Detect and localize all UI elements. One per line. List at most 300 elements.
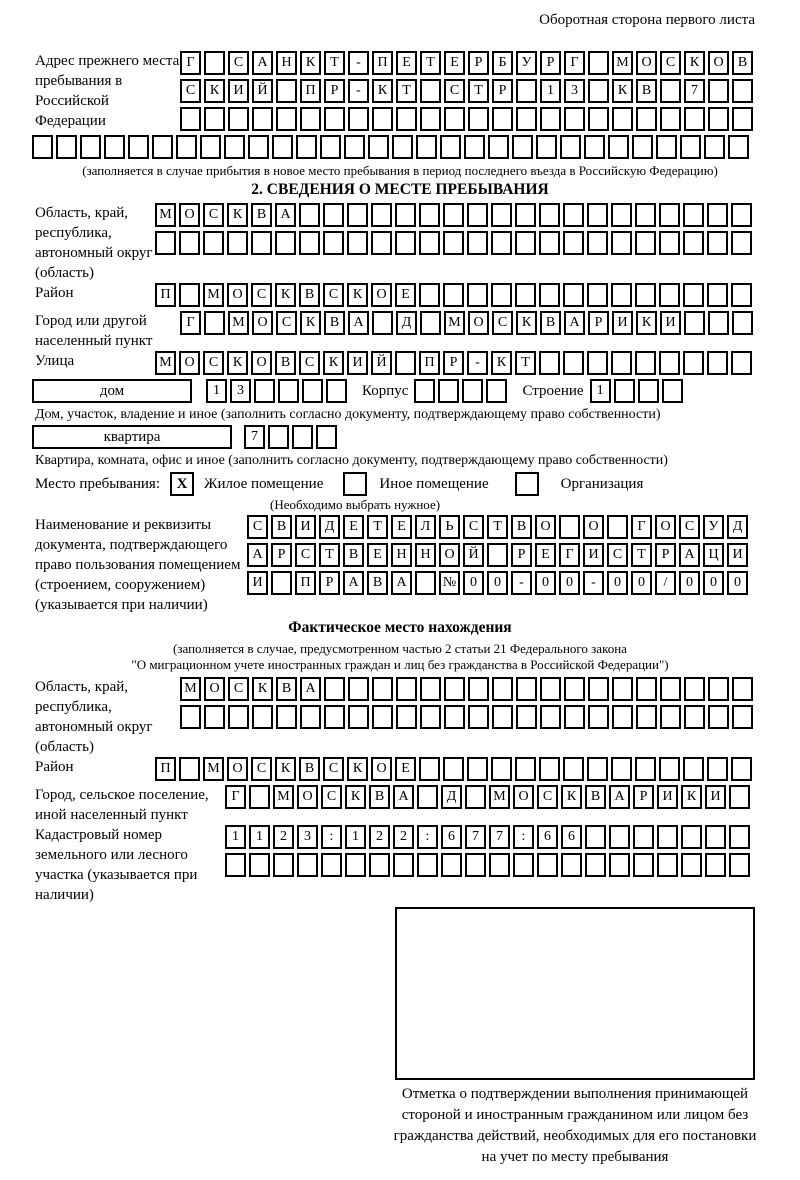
char-cell[interactable]: С — [228, 51, 249, 75]
char-cell[interactable]: А — [391, 571, 412, 595]
char-cell[interactable] — [708, 107, 729, 131]
char-cell[interactable] — [492, 705, 513, 729]
char-cell[interactable]: С — [203, 351, 224, 375]
char-cell[interactable] — [444, 107, 465, 131]
char-cell[interactable] — [729, 853, 750, 877]
char-cell[interactable]: К — [636, 311, 657, 335]
char-cell[interactable]: О — [583, 515, 604, 539]
char-cell[interactable]: У — [516, 51, 537, 75]
char-cell[interactable] — [203, 231, 224, 255]
char-cell[interactable] — [705, 853, 726, 877]
char-cell[interactable] — [635, 203, 656, 227]
char-cell[interactable] — [320, 135, 341, 159]
char-cell[interactable] — [348, 107, 369, 131]
char-cell[interactable]: М — [489, 785, 510, 809]
char-cell[interactable] — [371, 203, 392, 227]
char-cell[interactable] — [444, 677, 465, 701]
char-cell[interactable] — [419, 283, 440, 307]
char-cell[interactable]: К — [323, 351, 344, 375]
char-cell[interactable] — [731, 203, 752, 227]
char-cell[interactable] — [296, 135, 317, 159]
char-cell[interactable]: : — [321, 825, 342, 849]
char-cell[interactable] — [443, 283, 464, 307]
char-cell[interactable] — [56, 135, 77, 159]
char-cell[interactable] — [372, 311, 393, 335]
char-cell[interactable] — [684, 677, 705, 701]
char-cell[interactable]: - — [348, 51, 369, 75]
char-cell[interactable]: В — [540, 311, 561, 335]
char-cell[interactable] — [297, 853, 318, 877]
char-cell[interactable] — [659, 203, 680, 227]
char-cell[interactable] — [515, 203, 536, 227]
char-cell[interactable]: Е — [535, 543, 556, 567]
char-cell[interactable]: В — [732, 51, 753, 75]
char-cell[interactable]: О — [439, 543, 460, 567]
char-cell[interactable]: Р — [468, 51, 489, 75]
char-cell[interactable]: 1 — [345, 825, 366, 849]
char-cell[interactable]: К — [275, 283, 296, 307]
char-cell[interactable] — [438, 379, 459, 403]
char-cell[interactable] — [587, 757, 608, 781]
char-cell[interactable] — [300, 705, 321, 729]
char-cell[interactable]: В — [251, 203, 272, 227]
char-cell[interactable]: К — [300, 311, 321, 335]
char-cell[interactable] — [704, 135, 725, 159]
char-cell[interactable]: 6 — [561, 825, 582, 849]
char-cell[interactable]: Р — [540, 51, 561, 75]
char-cell[interactable]: А — [343, 571, 364, 595]
char-cell[interactable]: П — [372, 51, 393, 75]
char-cell[interactable]: - — [467, 351, 488, 375]
char-cell[interactable]: В — [276, 677, 297, 701]
char-cell[interactable]: К — [252, 677, 273, 701]
char-cell[interactable] — [585, 825, 606, 849]
char-cell[interactable]: 7 — [465, 825, 486, 849]
char-cell[interactable]: А — [300, 677, 321, 701]
char-cell[interactable] — [348, 705, 369, 729]
char-cell[interactable] — [324, 677, 345, 701]
char-cell[interactable]: / — [655, 571, 676, 595]
char-cell[interactable]: 2 — [393, 825, 414, 849]
char-cell[interactable]: 3 — [297, 825, 318, 849]
char-cell[interactable]: Н — [391, 543, 412, 567]
char-cell[interactable] — [587, 203, 608, 227]
char-cell[interactable] — [419, 231, 440, 255]
char-cell[interactable]: Т — [420, 51, 441, 75]
char-cell[interactable] — [368, 135, 389, 159]
char-cell[interactable]: К — [612, 79, 633, 103]
char-cell[interactable]: О — [179, 351, 200, 375]
char-cell[interactable]: Д — [319, 515, 340, 539]
char-cell[interactable]: 1 — [540, 79, 561, 103]
char-cell[interactable] — [347, 231, 368, 255]
char-cell[interactable] — [516, 79, 537, 103]
char-cell[interactable]: С — [295, 543, 316, 567]
char-cell[interactable] — [417, 785, 438, 809]
char-cell[interactable]: О — [227, 757, 248, 781]
char-cell[interactable] — [492, 677, 513, 701]
char-cell[interactable] — [683, 231, 704, 255]
char-cell[interactable]: 1 — [225, 825, 246, 849]
char-cell[interactable] — [564, 107, 585, 131]
char-cell[interactable] — [344, 135, 365, 159]
char-cell[interactable]: О — [655, 515, 676, 539]
char-cell[interactable] — [396, 677, 417, 701]
char-cell[interactable]: С — [323, 757, 344, 781]
char-cell[interactable] — [464, 135, 485, 159]
char-cell[interactable] — [660, 705, 681, 729]
char-cell[interactable]: В — [343, 543, 364, 567]
char-cell[interactable]: 0 — [535, 571, 556, 595]
char-cell[interactable] — [588, 107, 609, 131]
char-cell[interactable]: В — [299, 283, 320, 307]
char-cell[interactable]: 7 — [684, 79, 705, 103]
char-cell[interactable] — [32, 135, 53, 159]
char-cell[interactable] — [276, 79, 297, 103]
char-cell[interactable]: К — [275, 757, 296, 781]
char-cell[interactable]: М — [444, 311, 465, 335]
char-cell[interactable] — [659, 757, 680, 781]
char-cell[interactable]: 3 — [230, 379, 251, 403]
char-cell[interactable] — [465, 785, 486, 809]
char-cell[interactable] — [393, 853, 414, 877]
char-cell[interactable] — [372, 107, 393, 131]
char-cell[interactable] — [392, 135, 413, 159]
char-cell[interactable]: Т — [324, 51, 345, 75]
char-cell[interactable]: К — [204, 79, 225, 103]
char-cell[interactable]: Р — [588, 311, 609, 335]
char-cell[interactable] — [635, 757, 656, 781]
char-cell[interactable] — [420, 79, 441, 103]
char-cell[interactable]: К — [684, 51, 705, 75]
char-cell[interactable] — [416, 135, 437, 159]
char-cell[interactable] — [659, 351, 680, 375]
char-cell[interactable]: Т — [319, 543, 340, 567]
char-cell[interactable] — [324, 705, 345, 729]
char-cell[interactable]: 3 — [564, 79, 585, 103]
char-cell[interactable] — [660, 79, 681, 103]
char-cell[interactable]: 2 — [369, 825, 390, 849]
char-cell[interactable]: А — [393, 785, 414, 809]
char-cell[interactable]: О — [636, 51, 657, 75]
char-cell[interactable] — [683, 351, 704, 375]
char-cell[interactable]: В — [367, 571, 388, 595]
char-cell[interactable]: 1 — [249, 825, 270, 849]
char-cell[interactable] — [248, 135, 269, 159]
char-cell[interactable] — [396, 107, 417, 131]
char-cell[interactable] — [638, 379, 659, 403]
char-cell[interactable] — [491, 757, 512, 781]
char-cell[interactable]: И — [660, 311, 681, 335]
char-cell[interactable]: П — [295, 571, 316, 595]
char-cell[interactable] — [707, 283, 728, 307]
char-cell[interactable] — [540, 705, 561, 729]
char-cell[interactable] — [419, 757, 440, 781]
char-cell[interactable] — [563, 283, 584, 307]
char-cell[interactable] — [179, 283, 200, 307]
char-cell[interactable] — [636, 705, 657, 729]
char-cell[interactable] — [491, 203, 512, 227]
char-cell[interactable] — [612, 107, 633, 131]
char-cell[interactable]: С — [537, 785, 558, 809]
char-cell[interactable] — [728, 135, 749, 159]
char-cell[interactable] — [443, 757, 464, 781]
char-cell[interactable] — [707, 757, 728, 781]
char-cell[interactable] — [539, 757, 560, 781]
char-cell[interactable] — [324, 107, 345, 131]
char-cell[interactable]: И — [228, 79, 249, 103]
char-cell[interactable] — [486, 379, 507, 403]
char-cell[interactable] — [587, 231, 608, 255]
char-cell[interactable] — [489, 853, 510, 877]
char-cell[interactable] — [731, 351, 752, 375]
char-cell[interactable] — [612, 705, 633, 729]
char-cell[interactable] — [707, 351, 728, 375]
char-cell[interactable] — [420, 107, 441, 131]
char-cell[interactable]: О — [371, 283, 392, 307]
char-cell[interactable]: Ь — [439, 515, 460, 539]
char-cell[interactable]: С — [679, 515, 700, 539]
checkbox-residential[interactable]: X — [170, 472, 194, 496]
char-cell[interactable] — [536, 135, 557, 159]
char-cell[interactable]: С — [660, 51, 681, 75]
char-cell[interactable] — [371, 231, 392, 255]
char-cell[interactable] — [732, 705, 753, 729]
char-cell[interactable] — [225, 853, 246, 877]
char-cell[interactable]: Г — [631, 515, 652, 539]
char-cell[interactable]: Л — [415, 515, 436, 539]
char-cell[interactable] — [179, 231, 200, 255]
char-cell[interactable] — [515, 283, 536, 307]
char-cell[interactable] — [395, 203, 416, 227]
char-cell[interactable] — [708, 311, 729, 335]
char-cell[interactable] — [684, 705, 705, 729]
char-cell[interactable]: К — [300, 51, 321, 75]
char-cell[interactable]: К — [227, 203, 248, 227]
char-cell[interactable] — [659, 231, 680, 255]
char-cell[interactable]: Б — [492, 51, 513, 75]
char-cell[interactable]: 0 — [631, 571, 652, 595]
char-cell[interactable]: С — [247, 515, 268, 539]
char-cell[interactable] — [683, 283, 704, 307]
char-cell[interactable]: И — [612, 311, 633, 335]
char-cell[interactable] — [708, 705, 729, 729]
char-cell[interactable] — [465, 853, 486, 877]
char-cell[interactable]: М — [273, 785, 294, 809]
char-cell[interactable] — [609, 825, 630, 849]
char-cell[interactable] — [635, 231, 656, 255]
char-cell[interactable] — [268, 425, 289, 449]
char-cell[interactable] — [372, 705, 393, 729]
char-cell[interactable]: Н — [415, 543, 436, 567]
char-cell[interactable] — [681, 825, 702, 849]
char-cell[interactable] — [611, 351, 632, 375]
char-cell[interactable] — [708, 79, 729, 103]
char-cell[interactable]: К — [345, 785, 366, 809]
char-cell[interactable]: Г — [180, 51, 201, 75]
char-cell[interactable]: П — [419, 351, 440, 375]
char-cell[interactable]: Г — [225, 785, 246, 809]
char-cell[interactable] — [708, 677, 729, 701]
char-cell[interactable] — [611, 203, 632, 227]
char-cell[interactable] — [443, 231, 464, 255]
char-cell[interactable]: А — [247, 543, 268, 567]
char-cell[interactable]: Н — [276, 51, 297, 75]
char-cell[interactable] — [636, 677, 657, 701]
char-cell[interactable] — [515, 757, 536, 781]
char-cell[interactable]: Й — [371, 351, 392, 375]
char-cell[interactable] — [731, 757, 752, 781]
char-cell[interactable]: М — [203, 757, 224, 781]
char-cell[interactable] — [731, 283, 752, 307]
char-cell[interactable] — [467, 757, 488, 781]
char-cell[interactable] — [155, 231, 176, 255]
char-cell[interactable] — [732, 677, 753, 701]
char-cell[interactable] — [608, 135, 629, 159]
char-cell[interactable]: К — [561, 785, 582, 809]
char-cell[interactable]: С — [276, 311, 297, 335]
char-cell[interactable] — [299, 231, 320, 255]
char-cell[interactable] — [563, 351, 584, 375]
char-cell[interactable] — [732, 79, 753, 103]
char-cell[interactable]: С — [492, 311, 513, 335]
char-cell[interactable] — [249, 853, 270, 877]
char-cell[interactable] — [228, 705, 249, 729]
char-cell[interactable] — [516, 107, 537, 131]
char-cell[interactable] — [415, 571, 436, 595]
char-cell[interactable] — [80, 135, 101, 159]
char-cell[interactable] — [707, 231, 728, 255]
char-cell[interactable] — [251, 231, 272, 255]
char-cell[interactable] — [347, 203, 368, 227]
char-cell[interactable] — [420, 705, 441, 729]
char-cell[interactable] — [300, 107, 321, 131]
char-cell[interactable]: О — [297, 785, 318, 809]
char-cell[interactable] — [467, 231, 488, 255]
char-cell[interactable]: К — [227, 351, 248, 375]
char-cell[interactable] — [326, 379, 347, 403]
char-cell[interactable] — [276, 107, 297, 131]
char-cell[interactable]: 0 — [463, 571, 484, 595]
char-cell[interactable] — [636, 107, 657, 131]
char-cell[interactable] — [395, 351, 416, 375]
char-cell[interactable]: И — [347, 351, 368, 375]
char-cell[interactable] — [559, 515, 580, 539]
char-cell[interactable]: Е — [343, 515, 364, 539]
char-cell[interactable] — [271, 571, 292, 595]
char-cell[interactable] — [419, 203, 440, 227]
char-cell[interactable]: С — [607, 543, 628, 567]
char-cell[interactable]: - — [348, 79, 369, 103]
char-cell[interactable]: 0 — [559, 571, 580, 595]
char-cell[interactable] — [516, 705, 537, 729]
char-cell[interactable]: 6 — [441, 825, 462, 849]
char-cell[interactable]: С — [444, 79, 465, 103]
char-cell[interactable]: О — [252, 311, 273, 335]
char-cell[interactable] — [321, 853, 342, 877]
char-cell[interactable] — [657, 825, 678, 849]
char-cell[interactable]: К — [516, 311, 537, 335]
char-cell[interactable]: С — [228, 677, 249, 701]
char-cell[interactable] — [276, 705, 297, 729]
char-cell[interactable] — [323, 231, 344, 255]
char-cell[interactable] — [564, 677, 585, 701]
char-cell[interactable] — [537, 853, 558, 877]
char-cell[interactable]: О — [251, 351, 272, 375]
char-cell[interactable] — [540, 107, 561, 131]
char-cell[interactable] — [396, 705, 417, 729]
char-cell[interactable]: И — [705, 785, 726, 809]
char-cell[interactable]: С — [251, 757, 272, 781]
char-cell[interactable]: В — [369, 785, 390, 809]
char-cell[interactable]: С — [203, 203, 224, 227]
char-cell[interactable] — [204, 51, 225, 75]
char-cell[interactable] — [683, 203, 704, 227]
char-cell[interactable] — [200, 135, 221, 159]
char-cell[interactable] — [563, 757, 584, 781]
char-cell[interactable]: 2 — [273, 825, 294, 849]
char-cell[interactable] — [732, 311, 753, 335]
char-cell[interactable] — [587, 283, 608, 307]
char-cell[interactable]: Г — [180, 311, 201, 335]
char-cell[interactable]: О — [179, 203, 200, 227]
char-cell[interactable]: Ц — [703, 543, 724, 567]
char-cell[interactable] — [516, 677, 537, 701]
char-cell[interactable]: Е — [395, 757, 416, 781]
char-cell[interactable] — [180, 107, 201, 131]
char-cell[interactable] — [369, 853, 390, 877]
char-cell[interactable]: Г — [564, 51, 585, 75]
char-cell[interactable] — [292, 425, 313, 449]
char-cell[interactable]: О — [708, 51, 729, 75]
char-cell[interactable]: А — [275, 203, 296, 227]
char-cell[interactable]: С — [180, 79, 201, 103]
char-cell[interactable] — [273, 853, 294, 877]
char-cell[interactable]: Т — [515, 351, 536, 375]
char-cell[interactable] — [299, 203, 320, 227]
char-cell[interactable] — [564, 705, 585, 729]
char-cell[interactable] — [729, 825, 750, 849]
char-cell[interactable]: Е — [391, 515, 412, 539]
char-cell[interactable]: Т — [396, 79, 417, 103]
char-cell[interactable] — [660, 107, 681, 131]
char-cell[interactable] — [487, 543, 508, 567]
char-cell[interactable] — [515, 231, 536, 255]
char-cell[interactable]: В — [585, 785, 606, 809]
char-cell[interactable] — [272, 135, 293, 159]
char-cell[interactable] — [585, 853, 606, 877]
char-cell[interactable] — [491, 231, 512, 255]
char-cell[interactable] — [611, 757, 632, 781]
char-cell[interactable] — [252, 705, 273, 729]
char-cell[interactable] — [227, 231, 248, 255]
char-cell[interactable]: Д — [396, 311, 417, 335]
char-cell[interactable]: М — [228, 311, 249, 335]
char-cell[interactable] — [635, 283, 656, 307]
char-cell[interactable]: Й — [252, 79, 273, 103]
char-cell[interactable] — [348, 677, 369, 701]
char-cell[interactable]: И — [583, 543, 604, 567]
char-cell[interactable] — [563, 231, 584, 255]
char-cell[interactable]: И — [657, 785, 678, 809]
char-cell[interactable]: К — [491, 351, 512, 375]
char-cell[interactable] — [104, 135, 125, 159]
char-cell[interactable] — [179, 757, 200, 781]
char-cell[interactable] — [588, 79, 609, 103]
char-cell[interactable]: Р — [492, 79, 513, 103]
char-cell[interactable] — [560, 135, 581, 159]
char-cell[interactable]: 1 — [590, 379, 611, 403]
